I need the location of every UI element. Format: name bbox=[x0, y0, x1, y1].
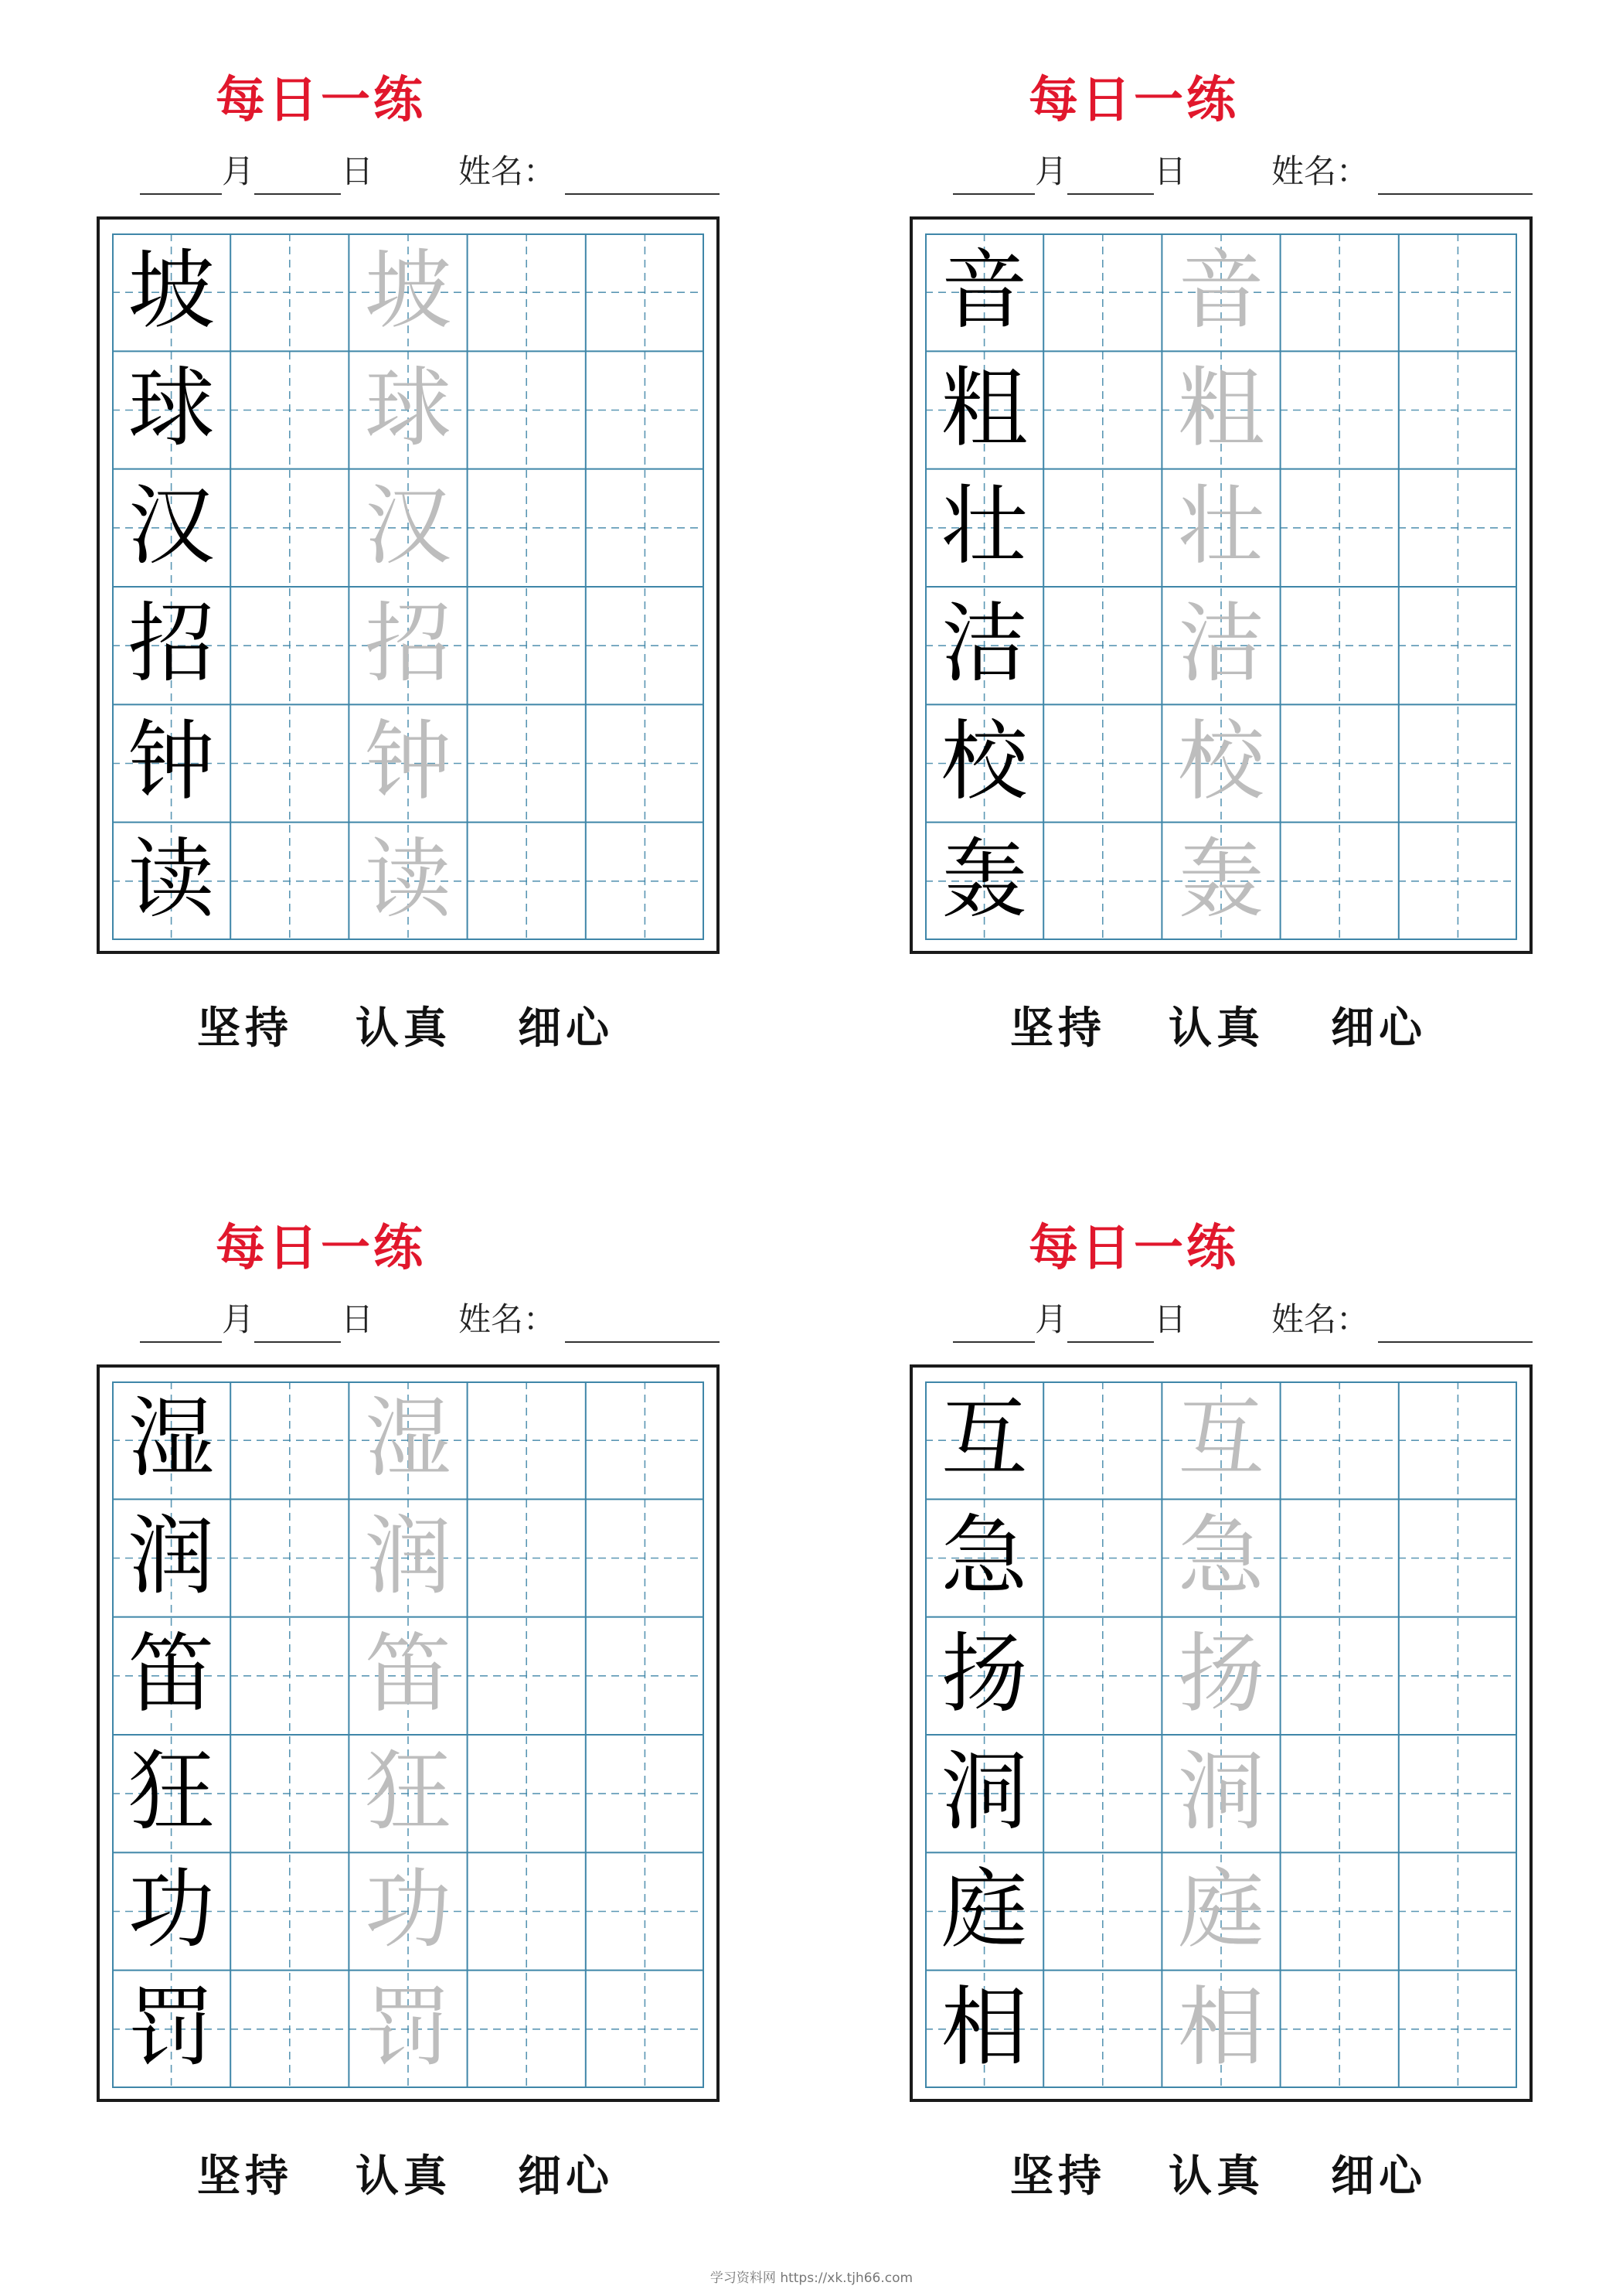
trace-character: 坡 bbox=[365, 240, 451, 342]
writing-cell[interactable] bbox=[586, 1971, 704, 2088]
trace-character: 笛 bbox=[365, 1623, 451, 1725]
writing-cell[interactable] bbox=[1043, 469, 1162, 587]
writing-cell[interactable] bbox=[1043, 233, 1162, 351]
writing-grid bbox=[112, 1381, 704, 2088]
trace-character: 球 bbox=[365, 358, 451, 459]
name-label: 姓名： bbox=[458, 152, 556, 190]
writing-cell[interactable] bbox=[1281, 823, 1399, 940]
writing-cell[interactable] bbox=[586, 469, 704, 587]
writing-cell[interactable] bbox=[230, 704, 349, 822]
month-label: 月 bbox=[222, 1300, 255, 1338]
model-character: 功 bbox=[128, 1859, 215, 1960]
writing-cell[interactable] bbox=[230, 1971, 349, 2088]
trace-character: 润 bbox=[365, 1506, 451, 1607]
day-label: 日 bbox=[1154, 152, 1187, 190]
writing-cell[interactable] bbox=[468, 233, 586, 351]
model-character: 急 bbox=[941, 1506, 1028, 1607]
day-label: 日 bbox=[1154, 1300, 1187, 1338]
writing-cell[interactable] bbox=[230, 1617, 349, 1735]
trace-character: 校 bbox=[1178, 711, 1264, 812]
writing-cell[interactable] bbox=[586, 1735, 704, 1852]
name-blank[interactable] bbox=[1378, 159, 1533, 195]
day-blank[interactable] bbox=[254, 159, 341, 195]
model-character: 粗 bbox=[941, 358, 1028, 459]
model-character: 壮 bbox=[941, 475, 1028, 577]
motto-word: 细心 bbox=[1331, 1003, 1427, 1054]
date-name-line bbox=[140, 148, 720, 195]
trace-character: 罚 bbox=[365, 1977, 451, 2078]
writing-cell[interactable] bbox=[1043, 351, 1162, 468]
footer-watermark: 学习资料网 https://xk.tjh66.com bbox=[709, 2270, 914, 2286]
writing-cell[interactable] bbox=[468, 1381, 586, 1499]
writing-cell[interactable] bbox=[1281, 469, 1399, 587]
writing-cell[interactable] bbox=[1399, 1617, 1517, 1735]
writing-cell[interactable] bbox=[468, 704, 586, 822]
motto-word: 认真 bbox=[1169, 2151, 1264, 2202]
writing-cell[interactable] bbox=[1399, 704, 1517, 822]
writing-cell[interactable] bbox=[468, 1852, 586, 1970]
writing-cell[interactable] bbox=[230, 1852, 349, 1970]
trace-character: 粗 bbox=[1178, 358, 1264, 459]
writing-cell[interactable] bbox=[1281, 704, 1399, 822]
writing-cell[interactable] bbox=[230, 233, 349, 351]
motto-word: 坚持 bbox=[1010, 1003, 1106, 1054]
trace-character: 钟 bbox=[365, 711, 451, 812]
model-character: 扬 bbox=[941, 1623, 1028, 1725]
writing-cell[interactable] bbox=[230, 587, 349, 704]
sheet-title: 每日一练 bbox=[1029, 71, 1239, 129]
trace-character: 读 bbox=[365, 829, 451, 930]
writing-grid bbox=[925, 233, 1517, 940]
writing-cell[interactable] bbox=[1399, 233, 1517, 351]
writing-cell[interactable] bbox=[586, 1617, 704, 1735]
month-label: 月 bbox=[1035, 152, 1068, 190]
motto-word: 认真 bbox=[1169, 1003, 1264, 1054]
writing-cell[interactable] bbox=[230, 469, 349, 587]
day-label: 日 bbox=[341, 1300, 374, 1338]
trace-character: 狂 bbox=[365, 1742, 451, 1843]
writing-grid bbox=[925, 1381, 1517, 2088]
writing-cell[interactable] bbox=[1281, 587, 1399, 704]
writing-cell[interactable] bbox=[1399, 823, 1517, 940]
writing-grid-frame bbox=[97, 1364, 720, 2102]
month-blank[interactable] bbox=[140, 159, 222, 195]
trace-character: 招 bbox=[365, 594, 451, 695]
writing-cell[interactable] bbox=[468, 351, 586, 468]
month-label: 月 bbox=[222, 152, 255, 190]
trace-character: 洁 bbox=[1178, 594, 1264, 695]
trace-character: 互 bbox=[1178, 1388, 1264, 1490]
sheet-title: 每日一练 bbox=[216, 71, 426, 129]
day-blank[interactable] bbox=[1067, 159, 1154, 195]
writing-cell[interactable] bbox=[468, 587, 586, 704]
trace-character: 急 bbox=[1178, 1506, 1264, 1607]
writing-cell[interactable] bbox=[586, 1381, 704, 1499]
writing-cell[interactable] bbox=[1043, 1499, 1162, 1616]
trace-character: 庭 bbox=[1178, 1859, 1264, 1960]
motto-word: 坚持 bbox=[197, 2151, 293, 2202]
model-character: 罚 bbox=[128, 1977, 215, 2078]
writing-cell[interactable] bbox=[1043, 1617, 1162, 1735]
motto-word: 认真 bbox=[356, 1003, 451, 1054]
model-character: 坡 bbox=[128, 240, 215, 342]
name-label: 姓名： bbox=[1271, 152, 1370, 190]
model-character: 轰 bbox=[941, 829, 1028, 930]
trace-character: 功 bbox=[365, 1859, 451, 1960]
writing-cell[interactable] bbox=[1281, 351, 1399, 468]
month-blank[interactable] bbox=[140, 1307, 222, 1343]
writing-cell[interactable] bbox=[1281, 1381, 1399, 1499]
name-label: 姓名： bbox=[1271, 1300, 1370, 1338]
writing-cell[interactable] bbox=[468, 1617, 586, 1735]
name-blank[interactable] bbox=[565, 159, 720, 195]
name-blank[interactable] bbox=[1378, 1307, 1533, 1343]
trace-character: 相 bbox=[1178, 1977, 1264, 2078]
writing-grid-frame bbox=[910, 1364, 1533, 2102]
trace-character: 湿 bbox=[365, 1388, 451, 1490]
model-character: 音 bbox=[941, 240, 1028, 342]
model-character: 湿 bbox=[128, 1388, 215, 1490]
writing-cell[interactable] bbox=[1399, 1381, 1517, 1499]
writing-cell[interactable] bbox=[230, 351, 349, 468]
model-character: 庭 bbox=[941, 1859, 1028, 1960]
writing-cell[interactable] bbox=[1043, 1735, 1162, 1852]
writing-cell[interactable] bbox=[1281, 1499, 1399, 1616]
writing-cell[interactable] bbox=[1043, 1852, 1162, 1970]
motto-word: 细心 bbox=[1331, 2151, 1427, 2202]
model-character: 球 bbox=[128, 358, 215, 459]
writing-cell[interactable] bbox=[1399, 1852, 1517, 1970]
model-character: 读 bbox=[128, 829, 215, 930]
date-name-line bbox=[140, 1296, 720, 1343]
motto-word: 认真 bbox=[356, 2151, 451, 2202]
date-name-line bbox=[953, 1296, 1533, 1343]
writing-grid bbox=[112, 233, 704, 940]
month-label: 月 bbox=[1035, 1300, 1068, 1338]
trace-character: 洞 bbox=[1178, 1742, 1264, 1843]
month-blank[interactable] bbox=[953, 159, 1035, 195]
writing-cell[interactable] bbox=[586, 351, 704, 468]
writing-cell[interactable] bbox=[1281, 1852, 1399, 1970]
writing-cell[interactable] bbox=[1281, 1735, 1399, 1852]
writing-cell[interactable] bbox=[586, 233, 704, 351]
writing-cell[interactable] bbox=[1399, 351, 1517, 468]
date-name-line bbox=[953, 148, 1533, 195]
model-character: 润 bbox=[128, 1506, 215, 1607]
writing-cell[interactable] bbox=[468, 469, 586, 587]
model-character: 互 bbox=[941, 1388, 1028, 1490]
day-blank[interactable] bbox=[254, 1307, 341, 1343]
writing-cell[interactable] bbox=[1399, 587, 1517, 704]
writing-grid-frame bbox=[910, 216, 1533, 954]
model-character: 笛 bbox=[128, 1623, 215, 1725]
model-character: 校 bbox=[941, 711, 1028, 812]
writing-cell[interactable] bbox=[586, 704, 704, 822]
writing-cell[interactable] bbox=[468, 823, 586, 940]
writing-cell[interactable] bbox=[586, 1852, 704, 1970]
writing-cell[interactable] bbox=[230, 823, 349, 940]
motto-word: 坚持 bbox=[1010, 2151, 1106, 2202]
model-character: 招 bbox=[128, 594, 215, 695]
writing-cell[interactable] bbox=[1281, 233, 1399, 351]
sheet-title: 每日一练 bbox=[216, 1219, 426, 1277]
writing-cell[interactable] bbox=[1043, 1381, 1162, 1499]
writing-cell[interactable] bbox=[1399, 469, 1517, 587]
writing-cell[interactable] bbox=[586, 823, 704, 940]
trace-character: 轰 bbox=[1178, 829, 1264, 930]
writing-cell[interactable] bbox=[1043, 704, 1162, 822]
day-blank[interactable] bbox=[1067, 1307, 1154, 1343]
motto-word: 细心 bbox=[518, 2151, 614, 2202]
writing-cell[interactable] bbox=[1281, 1971, 1399, 2088]
writing-cell[interactable] bbox=[468, 1735, 586, 1852]
writing-cell[interactable] bbox=[230, 1735, 349, 1852]
writing-cell[interactable] bbox=[586, 1499, 704, 1616]
trace-character: 扬 bbox=[1178, 1623, 1264, 1725]
model-character: 汉 bbox=[128, 475, 215, 577]
model-character: 洁 bbox=[941, 594, 1028, 695]
trace-character: 音 bbox=[1178, 240, 1264, 342]
writing-cell[interactable] bbox=[468, 1971, 586, 2088]
writing-cell[interactable] bbox=[1399, 1971, 1517, 2088]
writing-cell[interactable] bbox=[1043, 587, 1162, 704]
name-label: 姓名： bbox=[458, 1300, 556, 1338]
writing-cell[interactable] bbox=[230, 1499, 349, 1616]
motto-word: 细心 bbox=[518, 1003, 614, 1054]
writing-cell[interactable] bbox=[1281, 1617, 1399, 1735]
sheet-title: 每日一练 bbox=[1029, 1219, 1239, 1277]
writing-cell[interactable] bbox=[1043, 1971, 1162, 2088]
model-character: 洞 bbox=[941, 1742, 1028, 1843]
writing-grid-frame bbox=[97, 216, 720, 954]
trace-character: 汉 bbox=[365, 475, 451, 577]
motto-word: 坚持 bbox=[197, 1003, 293, 1054]
model-character: 钟 bbox=[128, 711, 215, 812]
writing-cell[interactable] bbox=[586, 587, 704, 704]
writing-cell[interactable] bbox=[1043, 823, 1162, 940]
writing-cell[interactable] bbox=[468, 1499, 586, 1616]
month-blank[interactable] bbox=[953, 1307, 1035, 1343]
writing-cell[interactable] bbox=[230, 1381, 349, 1499]
writing-cell[interactable] bbox=[1399, 1735, 1517, 1852]
model-character: 狂 bbox=[128, 1742, 215, 1843]
name-blank[interactable] bbox=[565, 1307, 720, 1343]
day-label: 日 bbox=[341, 152, 374, 190]
writing-cell[interactable] bbox=[1399, 1499, 1517, 1616]
trace-character: 壮 bbox=[1178, 475, 1264, 577]
model-character: 相 bbox=[941, 1977, 1028, 2078]
